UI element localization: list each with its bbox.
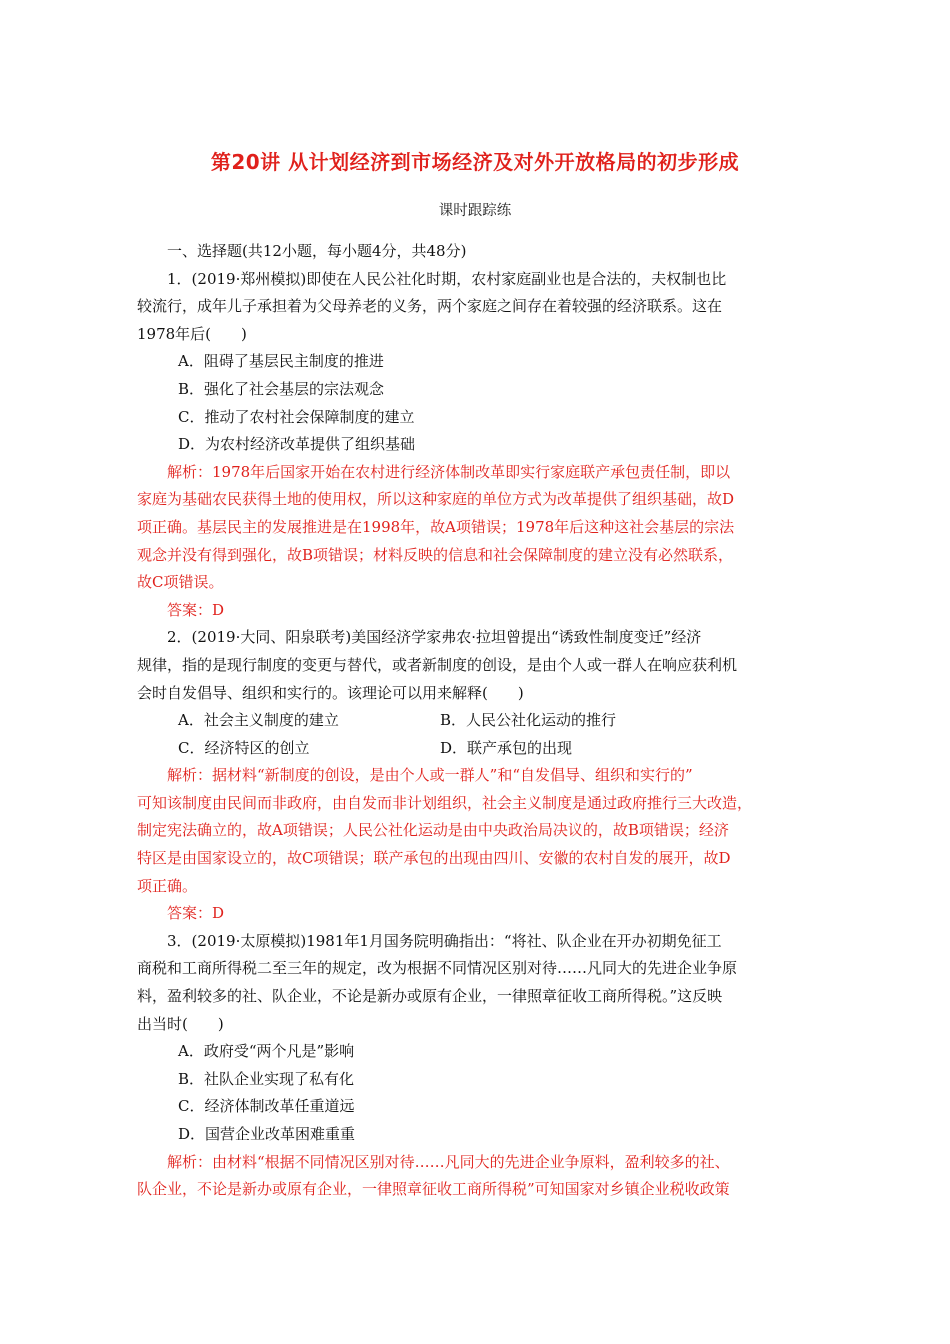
option-d: D．为农村经济改革提供了组织基础 [178,435,416,454]
question-3 [137,928,817,1204]
option-d: D．国营企业改革困难重重 [178,1125,356,1143]
analysis-line: 项正确。 [137,876,198,895]
page-subtitle: 课时跟踪练 [438,203,512,219]
document-body [137,238,817,1204]
analysis-line: 制定宪法确立的，故A项错误；人民公社化运动是由中央政治局决议的，故B项错误；经济 [137,821,729,840]
analysis-line: 观念并没有得到强化，故B项错误；材料反映的信息和社会保障制度的建立没有必然联系， [137,545,734,564]
analysis-line: 解析：由材料“根据不同情况区别对待……凡同大的先进企业争原料，盈利较多的社、 [167,1152,730,1171]
question-stem-line: 商税和工商所得税二至三年的规定，改为根据不同情况区别对待……凡同大的先进企业争原 [137,959,738,978]
option-row [137,707,817,735]
option-row [137,735,817,763]
analysis-line: 队企业，不论是新办或原有企业，一律照章征收工商所得税”可知国家对乡镇企业税收政策 [137,1180,730,1199]
option-a: A．政府受“两个凡是”影响 [178,1042,355,1061]
question-stem-line: 会时自发倡导、组织和实行的。该理论可以用来解释( ) [137,683,524,702]
analysis-line: 可知该制度由民间而非政府，由自发而非计划组织，社会主义制度是通过政府推行三大改造， [137,793,753,812]
option-b: B．强化了社会基层的宗法观念 [178,379,385,398]
question-stem-line: 规律，指的是现行制度的变更与替代，或者新制度的创设，是由个人或一群人在响应获利机 [137,655,738,674]
question-stem-line: 2．(2019·大同、阳泉联考)美国经济学家弗农·拉坦曾提出“诱致性制度变迁”经济 [167,628,702,647]
analysis-line: 解析：据材料“新制度的创设，是由个人或一群人”和“自发倡导、组织和实行的” [167,766,693,785]
answer: 答案：D [167,600,225,619]
option-b: B．社队企业实现了私有化 [178,1069,355,1088]
option-c: C．推动了农村社会保障制度的建立 [178,407,415,426]
option-c: C．经济特区的创立 [178,738,310,757]
question-1 [137,266,817,625]
analysis-line: 特区是由国家设立的，故C项错误；联产承包的出现由四川、安徽的农村自发的展开，故D [137,849,731,868]
question-stem-line: 1．(2019·郑州模拟)即使在人民公社化时期，农村家庭副业也是合法的，夫权制也比 [167,269,727,288]
analysis-line: 解析：1978年后国家开始在农村进行经济体制改革即实行家庭联产承包责任制，即以 [167,462,731,481]
analysis-line: 故C项错误。 [137,573,224,592]
option-b: B．人民公社化运动的推行 [440,711,617,730]
section-heading: 一、选择题(共12小题，每小题4分，共48分) [167,242,467,260]
analysis-line: 家庭为基础农民获得土地的使用权，所以这种家庭的单位方式为改革提供了组织基础，故D [137,490,735,509]
page-title: 第20讲 从计划经济到市场经济及对外开放格局的初步形成 [210,150,740,174]
question-stem-line: 出当时( ) [137,1014,224,1033]
question-2 [137,624,817,928]
answer: 答案：D [167,904,225,923]
analysis-line: 项正确。基层民主的发展推进是在1998年，故A项错误；1978年后这种这社会基层的宗法 [137,517,735,536]
question-stem-line: 1978年后( ) [137,324,247,343]
question-stem-line: 3．(2019·太原模拟)1981年1月国务院明确指出：“将社、队企业在开办初期免征工 [167,931,722,950]
question-stem-line: 较流行，成年儿子承担着为父母养老的义务，两个家庭之间存在着较强的经济联系。这在 [137,297,723,316]
option-d: D．联产承包的出现 [440,738,573,757]
option-a: A．阻碍了基层民主制度的推进 [178,352,384,371]
option-c: C．经济体制改革任重道远 [178,1097,355,1116]
question-stem-line: 料，盈利较多的社、队企业，不论是新办或原有企业，一律照章征收工商所得税。”这反映 [137,987,723,1006]
option-a: A．社会主义制度的建立 [178,711,339,730]
